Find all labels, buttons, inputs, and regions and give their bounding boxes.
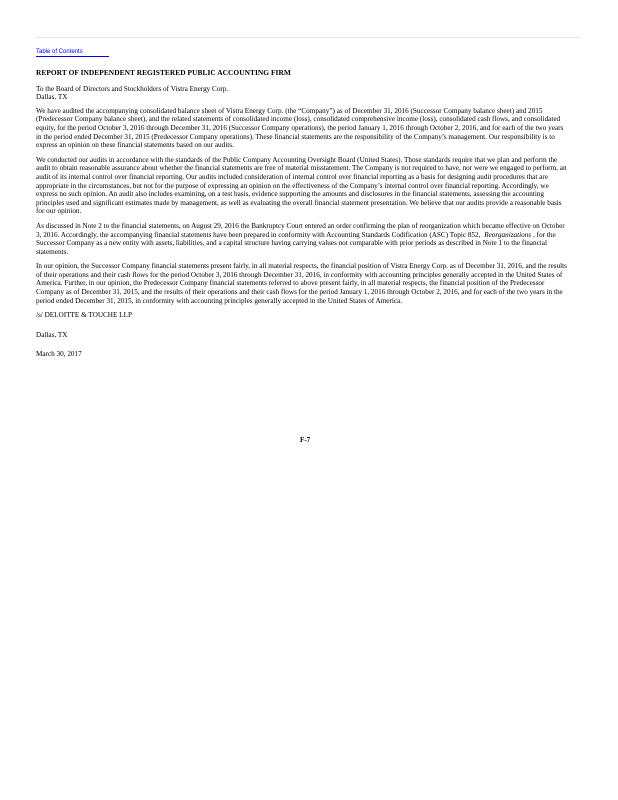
report-title: REPORT OF INDEPENDENT REGISTERED PUBLIC ACCOUNTING FIRM <box>36 68 291 77</box>
reorganizations-term: Reorganizations <box>484 230 532 239</box>
scope-paragraph: We have audited the accompanying consolidated balance sheet of Vistra Energy Corp. (the “Company”) as of December 31, 2016 (Successor Company balance sheet) and 2015 (Predecessor Company balance sheet), and the related statements of consolidated income (loss), consolidated comprehensive income (loss), consolidated cash flows, and consolidated equity, for the period October 3, 2016 through December 31, 2016 (Successor Company operations), the period January 1, 2016 through October 2, 2016, and for each of the two years in the period ended December 31, 2015 (Predecessor Company operations). These financial statements are the responsibility of the Company’s management. Our responsibility is to express an opinion on these financial statements based on our audits. <box>36 106 564 150</box>
addressee-line: To the Board of Directors and Stockholders of Vistra Energy Corp. <box>36 84 229 93</box>
auditor-signature: /s/ DELOITTE & TOUCHE LLP <box>36 311 132 320</box>
table-of-contents-link[interactable]: Table of Contents <box>36 49 109 57</box>
standards-paragraph: We conducted our audits in accordance with the standards of the Public Company Accounting Oversight Board (United States). Those standards require that we plan and perform the audit to obtain reasonable assurance about whether the financial statements are free of material misstatement. The Company is not required to have, nor were we engaged to perform, an audit of its internal control over financial reporting. Our audits included consideration of internal control over financial reporting as a basis for designing audit procedures that are appropriate in the circumstances, but not for the purpose of expressing an opinion on the effectiveness of the Company’s internal control over financial reporting. Accordingly, we express no such opinion. An audit also includes examining, on a test basis, evidence supporting the amounts and disclosures in the financial statements, assessing the accounting principles used and significant estimates made by management, as well as evaluating the overall financial statement presentation. We believe that our audits provide a reasonable basis for our opinion. <box>36 155 567 216</box>
reorganization-text-end: , for the Successor Company as a new entity with assets, liabilities, and a capital structure having carrying values not comparable with prior periods as described in Note 1 to the financial statements. <box>36 230 556 256</box>
page-number: F-7 <box>300 436 311 444</box>
reorganization-text-start: As discussed in Note 2 to the financial statements, on August 29, 2016 the Bankruptcy Court entered an order confirming the plan of reorganization which became effective on October 3, 2016. Accordingly, the accompanying financial statements have been prepared in conformity with Accounting Standards Codification (ASC) Topic 852, <box>36 221 565 239</box>
addressee-location: Dallas, TX <box>36 93 68 102</box>
opinion-paragraph: In our opinion, the Successor Company financial statements present fairly, in all material respects, the financial position of Vistra Energy Corp. as of December 31, 2016, and the results of their operations and their cash flows for the period October 3, 2016 through December 31, 2016, in conformity with accounting principles generally accepted in the United States of America. Further, in our opinion, the Predecessor Company financial statements referred to above present fairly, in all material respects, the financial position of the Predecessor Company as of December 31, 2015, and the results of their operations and their cash flows for the period January 1, 2016 through October 2, 2016, and for each of the two years in the period ended December 31, 2015, in conformity with accounting principles generally accepted in the United States of America. <box>36 262 567 305</box>
top-divider <box>36 37 580 38</box>
reorganization-paragraph <box>36 222 568 256</box>
auditor-report <box>36 69 568 359</box>
addressee-block <box>36 85 568 102</box>
report-date: March 30, 2017 <box>36 350 82 359</box>
signature-city: Dallas, TX <box>36 330 68 339</box>
